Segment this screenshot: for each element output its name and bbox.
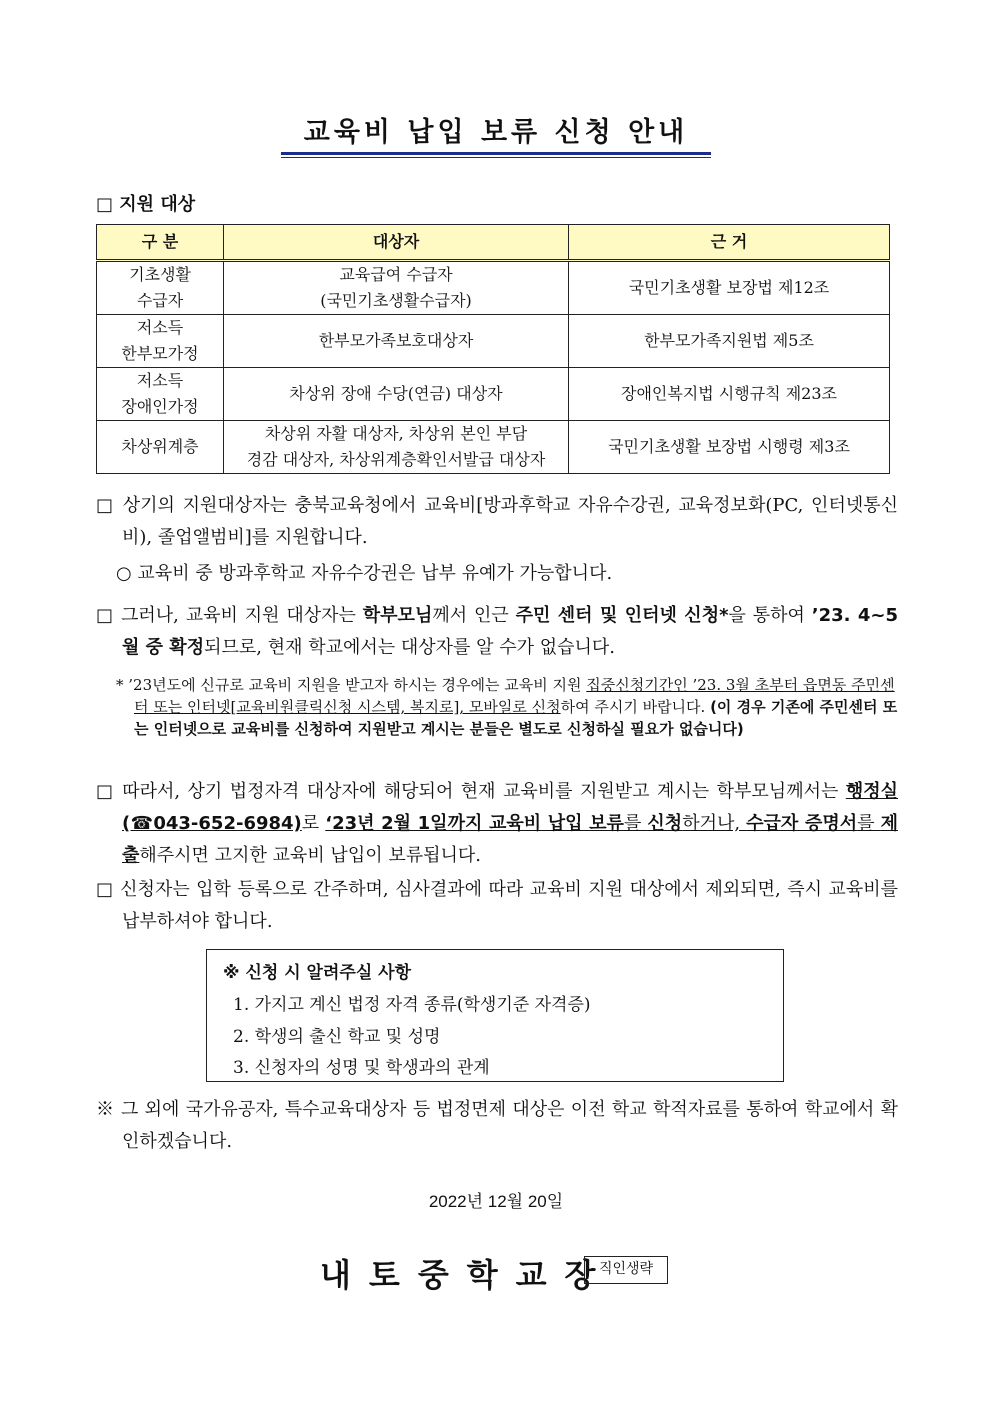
box-item: 1. 가지고 계신 법정 자격 종류(학생기준 자격증) [233, 995, 591, 1015]
text-run: 로 [301, 813, 326, 834]
text-run: 를 [857, 813, 881, 834]
text-bold: ’23. 4~5월 중 확정 [122, 605, 899, 658]
paragraph-sub-note: ○ 교육비 중 방과후학교 자유수강권은 납부 유예가 가능합니다. [116, 563, 613, 584]
paragraph-support [96, 490, 898, 554]
text-run: 께서 인근 [432, 605, 516, 626]
cell-target [224, 421, 569, 474]
cell-line: 장애인가정 [121, 397, 199, 416]
paragraph-text: ※ 그 외에 국가유공자, 특수교육대상자 등 법정면제 대상은 이전 학교 학적자료를 통하여 학교에서 확인하겠습니다. [96, 1099, 898, 1152]
cell-basis: 장애인복지법 시행규칙 제23조 [569, 368, 890, 421]
text-bold: 신청 [647, 813, 683, 834]
paragraph-text [96, 600, 898, 664]
cell-line: 저소득 [136, 371, 184, 390]
cell-line: 기초생활 [129, 265, 191, 284]
paragraph-confirmation [96, 600, 898, 664]
text-run: 을 통하여 [728, 605, 812, 626]
cell-basis: 한부모가족지원법 제5조 [569, 315, 890, 368]
table-row [97, 421, 890, 474]
footnote [116, 674, 898, 740]
text-run: 하거나, [682, 813, 747, 834]
deadline-text: ‘23년 2월 1일까지 교육비 납입 보류 [325, 813, 624, 834]
text-bold: 제출 [122, 813, 898, 866]
cell-line: 수급자 [136, 291, 184, 310]
paragraph-text: □ 상기의 지원대상자는 충북교육청에서 교육비[방과후학교 자유수강권, 교육정보화(PC, 인터넷통신비), 졸업앨범비]를 지원합니다. [96, 495, 898, 548]
cell-line: 저소득 [136, 318, 184, 337]
paragraph-exclusion [96, 874, 898, 938]
table-header-row [97, 225, 890, 261]
cell-target: 차상위 장애 수당(연금) 대상자 [224, 368, 569, 421]
table-row [97, 261, 890, 315]
table-row [97, 368, 890, 421]
cell-category [97, 315, 224, 368]
document-date: 2022년 12월 20일 [428, 1192, 564, 1211]
cell-category [97, 368, 224, 421]
signer-name: 내토중학교장 [320, 1256, 614, 1294]
text-run: □ 그러나, 교육비 지원 대상자는 [96, 605, 363, 626]
cell-line: 한부모가정 [121, 344, 199, 363]
box-item: 3. 신청자의 성명 및 학생과의 관계 [233, 1058, 490, 1078]
box-item: 2. 학생의 출신 학교 및 성명 [233, 1027, 441, 1047]
paragraph-other-exemptions [96, 1094, 898, 1158]
table-row [97, 315, 890, 368]
cell-basis: 국민기초생활 보장법 제12조 [569, 261, 890, 315]
text-run: 를 [623, 813, 648, 834]
paragraph-text: □ 신청자는 입학 등록으로 간주하며, 심사결과에 따라 교육비 지원 대상에서 제외되면, 즉시 교육비를 납부하셔야 합니다. [96, 879, 898, 932]
text-run: 해주시면 고지한 교육비 납입이 보류됩니다. [139, 845, 481, 866]
cell-basis: 국민기초생활 보장법 시행령 제3조 [569, 421, 890, 474]
cell-target: 한부모가족보호대상자 [224, 315, 569, 368]
text-run: 하여 주시기 바랍니다. [560, 698, 711, 716]
page-title: 교육비 납입 보류 신청 안내 [303, 117, 689, 148]
header-category: 구 분 [97, 225, 224, 261]
text-run: □ 따라서, 상기 법정자격 대상자에 해당되어 현재 교육비를 지원받고 계시는 학부모님께서는 [96, 781, 846, 802]
box-title: ※ 신청 시 알려주실 사항 [223, 963, 411, 983]
header-target: 대상자 [224, 225, 569, 261]
text-run: * ’23년도에 신규로 교육비 지원을 받고자 하시는 경우에는 교육비 지원 [116, 676, 587, 694]
support-target-table [96, 224, 890, 474]
cell-line: 경감 대상자, 차상위계층확인서발급 대상자 [246, 450, 546, 469]
cell-category [97, 261, 224, 315]
text-bold: 주민 센터 및 인터넷 신청* [515, 605, 729, 626]
cell-line: (국민기초생활수급자) [320, 291, 472, 310]
paragraph-deferral [96, 776, 898, 872]
title-underline-thin [281, 157, 711, 158]
text-bold: 학부모님 [362, 605, 433, 626]
seal-omitted-stamp: 직인생략 [584, 1256, 668, 1284]
text-underline: 집중신청기간인 ’23. 3월 초부터 읍면동 주민센터 또는 인터넷[교육비원클릭신청 시스템, 복지로], 모바일로 신청 [134, 676, 895, 716]
cell-target [224, 261, 569, 315]
text-bold: (이 경우 기존에 주민센터 또는 인터넷으로 교육비를 신청하여 지원받고 계시는 분들은 별도로 신청하실 필요가 없습니다) [134, 698, 898, 738]
application-info-box [206, 949, 784, 1082]
text-run: 되므로, 현재 학교에서는 대상자를 알 수가 없습니다. [204, 637, 616, 658]
cell-line: 차상위 자활 대상자, 차상위 본인 부담 [264, 424, 528, 443]
paragraph-text [96, 776, 898, 872]
office-phone: 행정실(☎043-652-6984) [122, 781, 898, 834]
title-underline [281, 152, 711, 155]
text-bold: 수급자 증명서 [746, 813, 858, 834]
header-basis: 근 거 [569, 225, 890, 261]
footnote-text [116, 674, 898, 740]
cell-category: 차상위계층 [97, 421, 224, 474]
cell-line: 교육급여 수급자 [339, 265, 453, 284]
section-heading: □ 지원 대상 [96, 194, 196, 215]
